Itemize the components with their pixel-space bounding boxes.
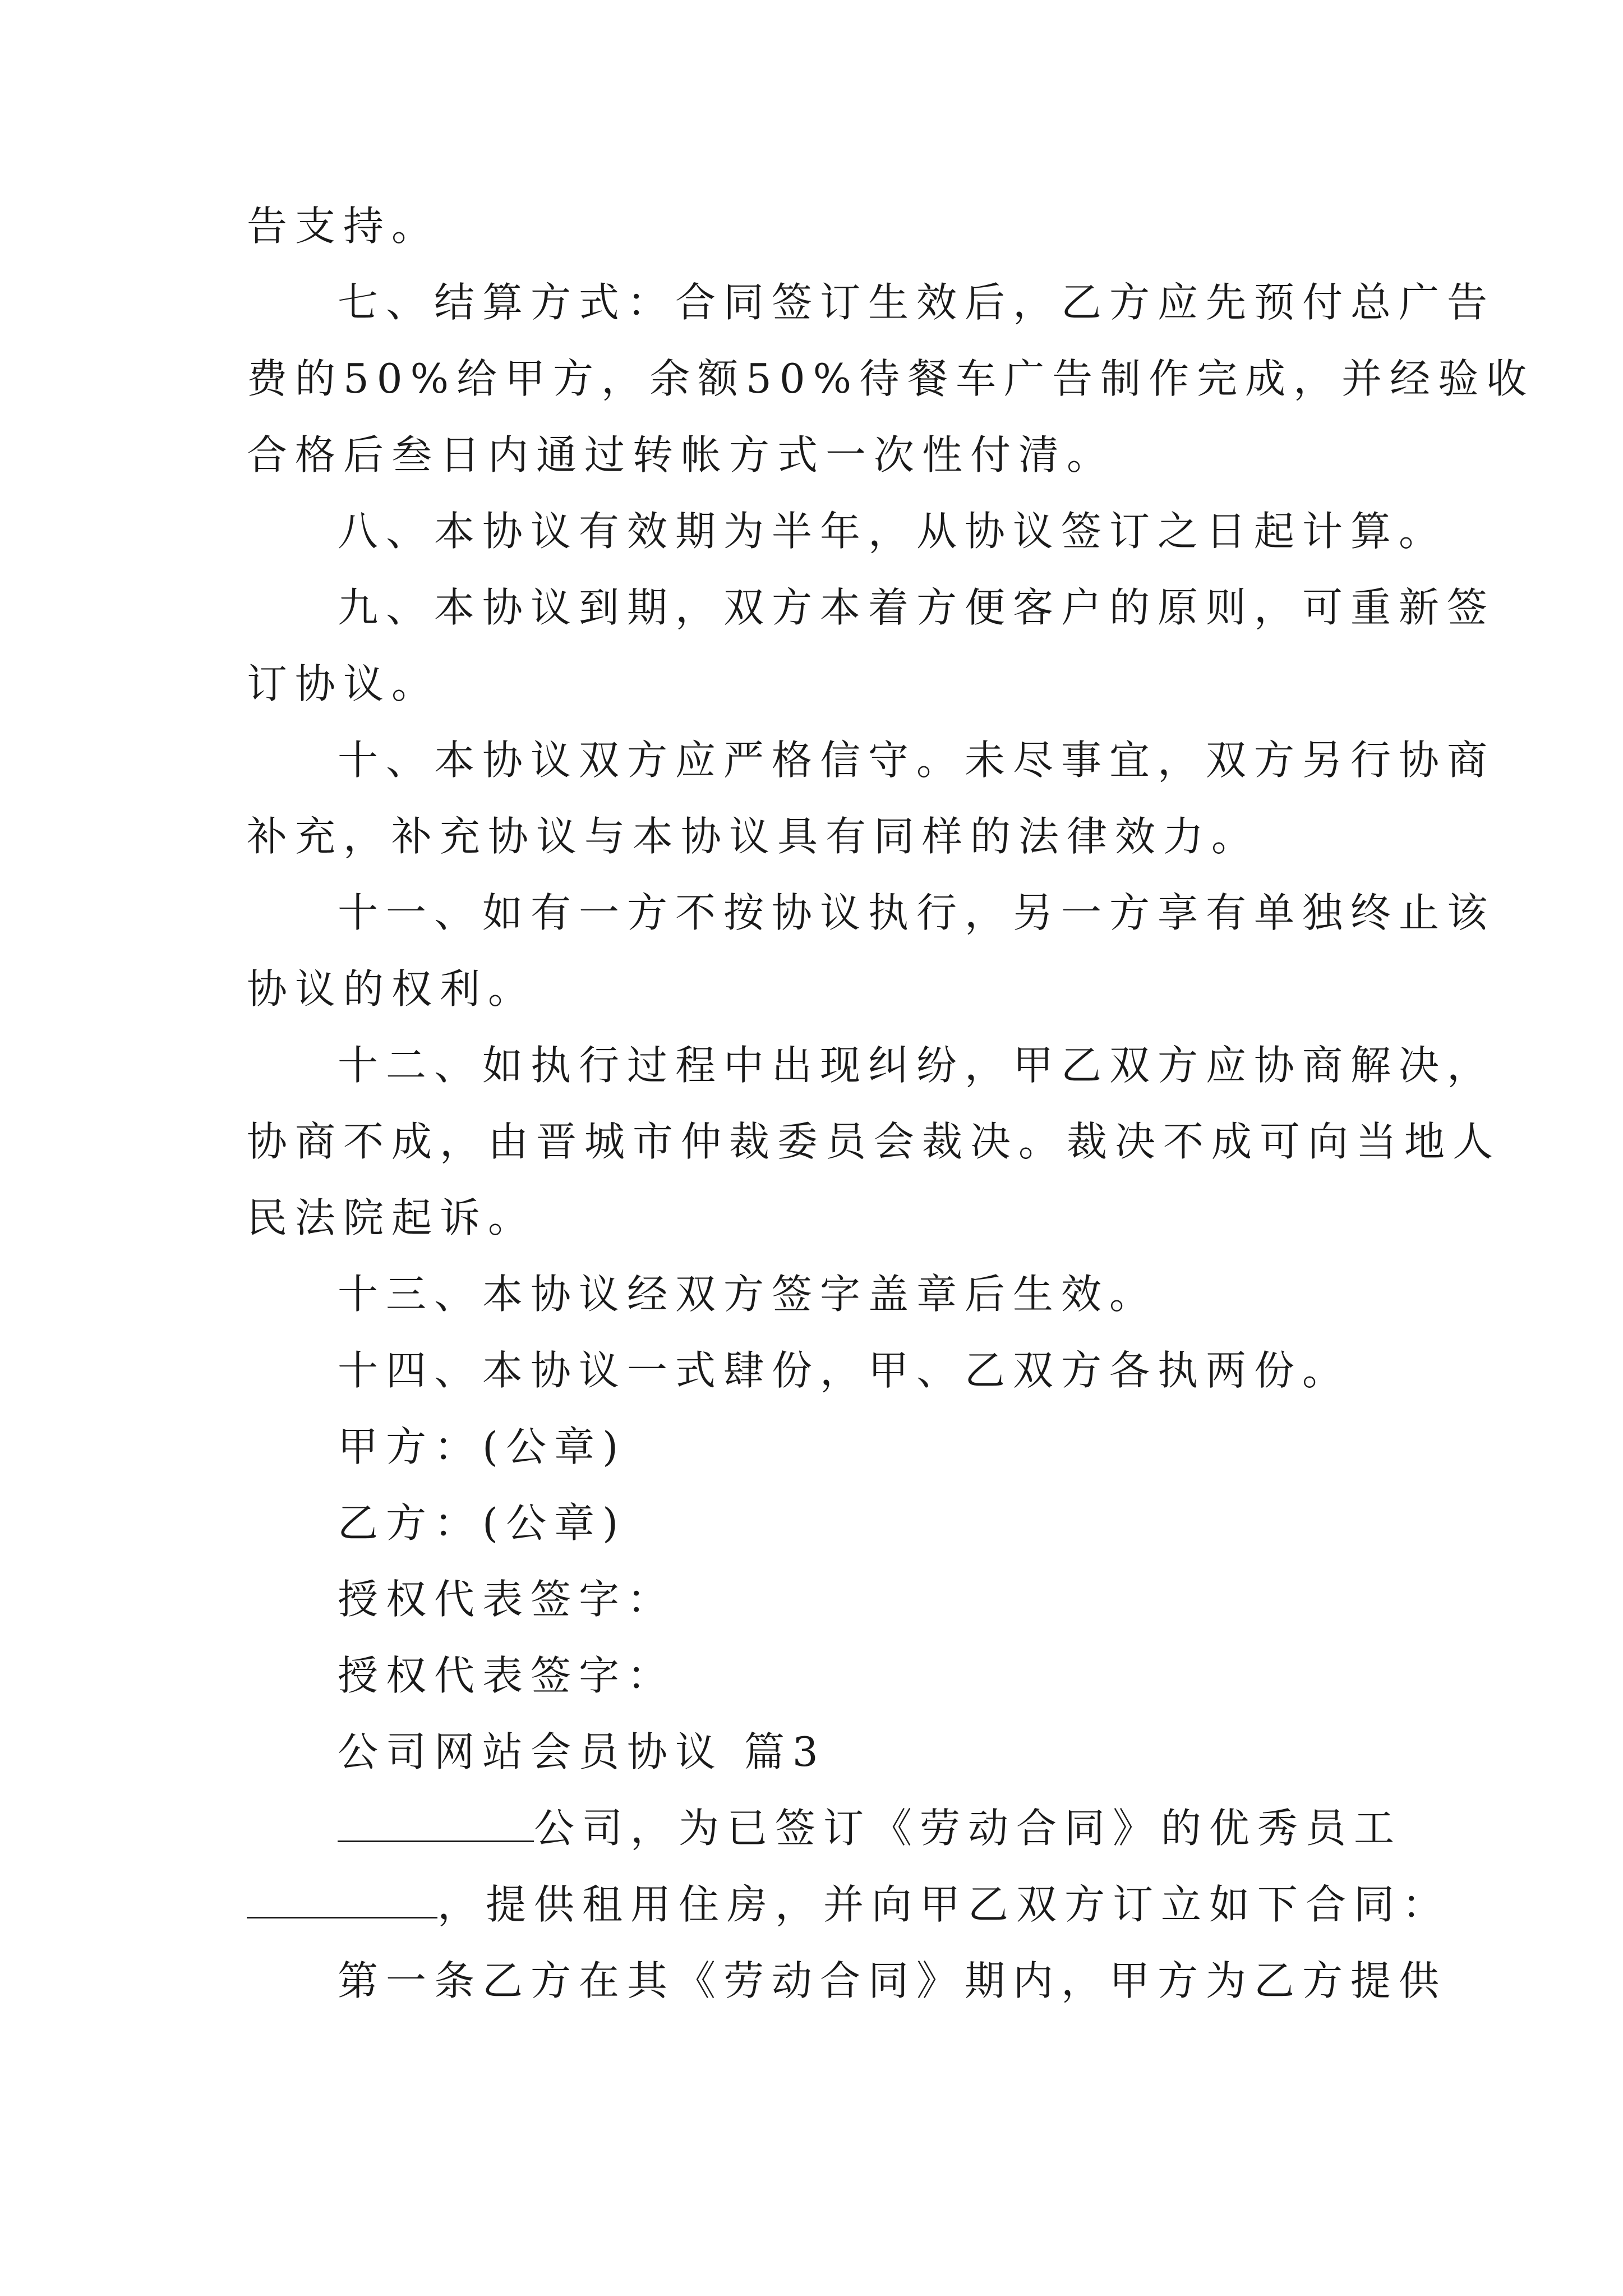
paragraph-clause-14 <box>247 1332 1380 1409</box>
text-line: 协议的权利。 <box>247 965 537 1013</box>
text-line: 十四、本协议一式肆份，甲、乙双方各执两份。 <box>338 1347 1351 1394</box>
text-line: 补充，补充协议与本协议具有同样的法律效力。 <box>247 813 1260 860</box>
text-line: 协商不成，由晋城市仲裁委员会裁决。裁决不成可向当地人 <box>247 1118 1501 1165</box>
text-line: 十二、如执行过程中出现纠纷，甲乙双方应协商解决， <box>338 1042 1496 1089</box>
document-body <box>247 188 1535 2019</box>
paragraph-continuation <box>247 188 1380 264</box>
paragraph-clause-10 <box>247 722 1496 875</box>
section-heading <box>247 1714 1380 1790</box>
text-line: 七、结算方式：合同签订生效后，乙方应先预付总广告 <box>338 279 1496 326</box>
blank-employee-name <box>247 1878 437 1918</box>
paragraph-clause-13 <box>247 1256 1380 1332</box>
text-line <box>247 1866 1451 1943</box>
text-line: 公司网站会员协议 篇3 <box>338 1728 826 1775</box>
text-line: 授权代表签字： <box>338 1652 676 1699</box>
contract-intro <box>247 1790 1451 1943</box>
text-line: 订协议。 <box>247 660 440 707</box>
paragraph-clause-8 <box>247 493 1447 569</box>
authorized-signature-a <box>247 1561 1380 1637</box>
text-line: 甲方：(公章) <box>338 1423 626 1470</box>
text-line: 十、本协议双方应严格信守。未尽事宜，双方另行协商 <box>338 737 1496 784</box>
text-line: 合格后叁日内通过转帐方式一次性付清。 <box>247 431 1115 478</box>
text-line: 民法院起诉。 <box>247 1194 537 1241</box>
paragraph-article-1 <box>247 1943 1447 2019</box>
text-line: 授权代表签字： <box>338 1576 676 1623</box>
authorized-signature-b <box>247 1637 1380 1714</box>
text-line: 十一、如有一方不按协议执行，另一方享有单独终止该 <box>338 889 1496 936</box>
text-line: 费的50%给甲方，余额50%待餐车广告制作完成，并经验收 <box>247 355 1535 402</box>
paragraph-clause-9 <box>247 569 1496 722</box>
paragraph-clause-7 <box>247 264 1535 493</box>
party-a-seal <box>247 1409 1380 1485</box>
paragraph-clause-12 <box>247 1027 1501 1256</box>
text-line: 乙方：(公章) <box>338 1499 626 1547</box>
paragraph-clause-11 <box>247 875 1496 1027</box>
text-line: 八、本协议有效期为半年，从协议签订之日起计算。 <box>338 508 1447 555</box>
party-b-seal <box>247 1485 1380 1561</box>
text-line <box>247 1790 1403 1866</box>
blank-company-name <box>338 1801 534 1842</box>
text-line: 十三、本协议经双方签字盖章后生效。 <box>338 1271 1158 1318</box>
text-line: 第一条乙方在其《劳动合同》期内，甲方为乙方提供 <box>338 1957 1447 2004</box>
intro-text-1: 公司，为已签订《劳动合同》的优秀员工 <box>534 1805 1403 1852</box>
text-line: 告支持。 <box>247 203 440 250</box>
intro-text-2: ，提供租用住房，并向甲乙双方订立如下合同： <box>437 1881 1451 1928</box>
text-line: 九、本协议到期，双方本着方便客户的原则，可重新签 <box>338 584 1496 631</box>
